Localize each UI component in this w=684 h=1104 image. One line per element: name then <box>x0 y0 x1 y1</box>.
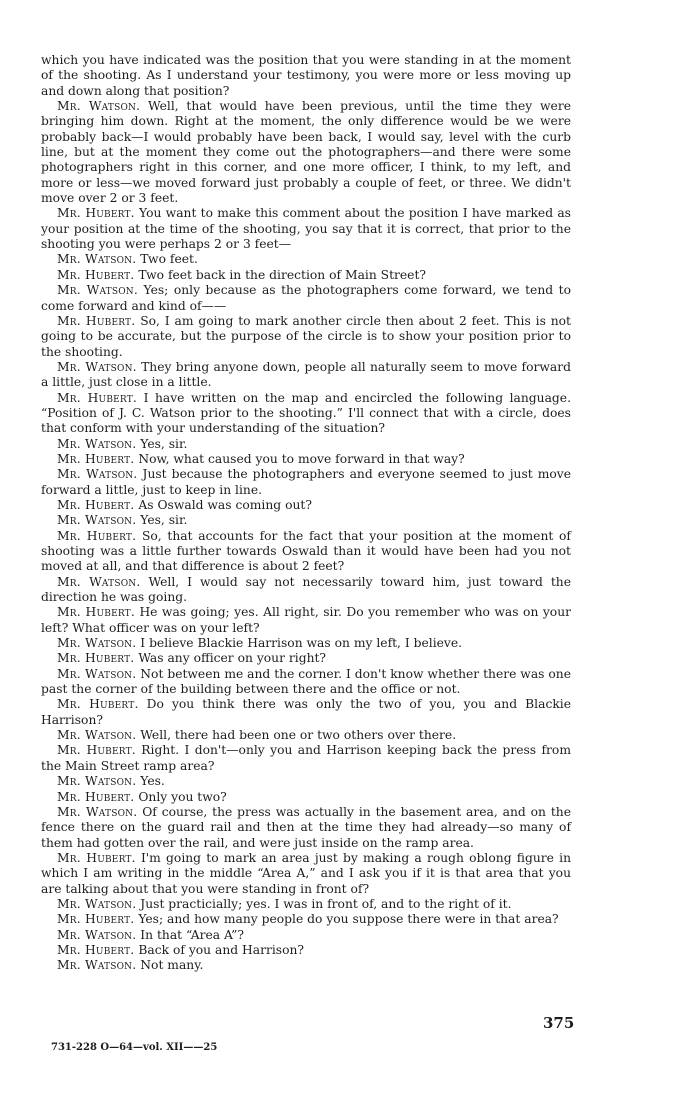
transcript-paragraph <box>41 513 571 528</box>
transcript-paragraph <box>41 360 571 391</box>
paragraph-text: I have written on the map and encircled the following language. “Position of J. C. Watson prior to the shooting.” I'll connect that with a circle, does that conform with your understanding of the situation? <box>41 390 571 436</box>
speaker-label: Mr. Hubert. <box>57 743 136 758</box>
paragraph-text: Right. I don't—only you and Harrison keeping back the press from the Main Street ramp area? <box>41 743 571 773</box>
transcript-paragraph <box>41 437 571 452</box>
paragraph-text: So, that accounts for the fact that your position at the moment of shooting was a little further towards Oswald than it would have been had you not moved at all, and that difference is about 2 feet? <box>41 528 571 574</box>
paragraph-text: Yes; and how many people do you suppose there were in that area? <box>138 912 559 927</box>
transcript-paragraph <box>41 912 571 927</box>
paragraph-text: I believe Blackie Harrison was on my left, I believe. <box>140 636 463 651</box>
paragraph-text: Just practicially; yes. I was in front of, and to the right of it. <box>140 896 512 911</box>
speaker-label: Mr. Watson. <box>57 804 138 819</box>
transcript-paragraph <box>41 283 571 314</box>
transcript-paragraph <box>41 636 571 651</box>
transcript-paragraph <box>41 667 571 698</box>
speaker-label: Mr. Watson. <box>57 666 137 681</box>
transcript-paragraph <box>41 651 571 666</box>
page-number: 375 <box>543 1014 575 1032</box>
transcript-body <box>41 53 571 974</box>
paragraph-text: They bring anyone down, people all naturally seem to move forward a little, just close in a little. <box>41 359 571 390</box>
speaker-label: Mr. Hubert. <box>57 267 135 282</box>
transcript-paragraph <box>41 897 571 912</box>
transcript-paragraph <box>41 851 571 897</box>
speaker-label: Mr. Watson. <box>57 359 137 374</box>
speaker-label: Mr. Hubert. <box>57 313 136 328</box>
transcript-paragraph <box>41 467 571 498</box>
speaker-label: Mr. Hubert. <box>57 497 135 512</box>
transcript-paragraph <box>41 99 571 206</box>
paragraph-text: So, I am going to mark another circle then about 2 feet. This is not going to be accurate, but the purpose of the circle is to show your position prior to the shooting. <box>41 313 571 359</box>
speaker-label: Mr. Hubert. <box>57 850 136 865</box>
transcript-paragraph <box>41 529 571 575</box>
speaker-label: Mr. Watson. <box>57 467 138 482</box>
transcript-paragraph <box>41 605 571 636</box>
transcript-paragraph <box>41 943 571 958</box>
speaker-label: Mr. Watson. <box>57 728 137 743</box>
transcript-paragraph <box>41 53 571 99</box>
paragraph-text: In that “Area A”? <box>140 927 244 942</box>
speaker-label: Mr. Watson. <box>57 252 137 267</box>
transcript-paragraph <box>41 452 571 467</box>
speaker-label: Mr. Watson. <box>57 574 141 589</box>
speaker-label: Mr. Hubert. <box>57 605 135 620</box>
transcript-paragraph <box>41 928 571 943</box>
transcript-paragraph <box>41 498 571 513</box>
paragraph-text: Now, what caused you to move forward in that way? <box>138 451 465 466</box>
transcript-paragraph <box>41 805 571 851</box>
speaker-label: Mr. Watson. <box>57 513 137 528</box>
paragraph-text: Not between me and the corner. I don't know whether there was one past the corner of the building between there and the office or not. <box>41 666 571 697</box>
paragraph-text: Well, there had been one or two others over there. <box>140 728 457 743</box>
paragraph-text: Yes. <box>140 774 165 789</box>
speaker-label: Mr. Hubert. <box>57 206 135 221</box>
speaker-label: Mr. Hubert. <box>57 651 135 666</box>
paragraph-text: Two feet back in the direction of Main Street? <box>138 267 426 282</box>
speaker-label: Mr. Watson. <box>57 436 137 451</box>
speaker-label: Mr. Hubert. <box>57 942 135 957</box>
paragraph-text: Well, that would have been previous, until the time they were bringing him down. Right at the moment, the only difference would be we were probably back—I would probably have been back, I would say, level with the curb line, but at the moment they come out the photographers—and there were some photographers right in this corner, and one more officer, I think, to my left, and more or less—we moved forward just probably a couple of feet, or three. We didn't move over 2 or 3 feet. <box>41 99 571 206</box>
transcript-paragraph <box>41 268 571 283</box>
transcript-paragraph <box>41 790 571 805</box>
paragraph-text: Of course, the press was actually in the basement area, and on the fence there on the guard rail and then at the time they had already—so many of them had gotten over the rail, and were just inside on the ramp area. <box>41 804 571 850</box>
paragraph-text: Yes; only because as the photographers come forward, we tend to come forward and kind of—— <box>41 283 571 313</box>
paragraph-text: Do you think there was only the two of you, you and Blackie Harrison? <box>41 697 571 727</box>
paragraph-text: Two feet. <box>140 252 198 267</box>
transcript-paragraph <box>41 728 571 743</box>
speaker-label: Mr. Watson. <box>57 774 137 789</box>
paragraph-text: Back of you and Harrison? <box>138 942 305 957</box>
speaker-label: Mr. Watson. <box>57 896 137 911</box>
speaker-label: Mr. Hubert. <box>57 912 135 927</box>
paragraph-text: Just because the photographers and everyone seemed to just move forward a little, just to keep in line. <box>41 467 572 497</box>
paragraph-text: He was going; yes. All right, sir. Do you remember who was on your left? What officer was on your left? <box>41 605 571 635</box>
transcript-paragraph <box>41 391 571 437</box>
paragraph-text: As Oswald was coming out? <box>138 497 312 512</box>
paragraph-text: Well, I would say not necessarily toward him, just toward the direction he was going. <box>41 574 572 605</box>
paragraph-text: Not many. <box>140 958 204 973</box>
speaker-label: Mr. Watson. <box>57 283 138 298</box>
transcript-paragraph <box>41 774 571 789</box>
speaker-label: Mr. Watson. <box>57 927 137 942</box>
transcript-paragraph <box>41 314 571 360</box>
transcript-paragraph <box>41 575 571 606</box>
paragraph-text: You want to make this comment about the position I have marked as your position at the time of the shooting, you say that it is correct, that prior to the shooting you were perhaps 2 or 3 feet— <box>41 206 571 252</box>
speaker-label: Mr. Hubert. <box>57 451 135 466</box>
transcript-paragraph <box>41 697 571 728</box>
paragraph-text: I'm going to mark an area just by making a rough oblong figure in which I am writing in the middle “Area A,” and I ask you if it is that area that you are talking about that you were standing in front of? <box>41 850 571 896</box>
transcript-paragraph <box>41 252 571 267</box>
print-code: 731-228 O—64—vol. XII——25 <box>51 1042 218 1053</box>
paragraph-text: Yes, sir. <box>140 513 188 528</box>
speaker-label: Mr. Hubert. <box>57 528 137 543</box>
speaker-label: Mr. Watson. <box>57 636 137 651</box>
paragraph-text: which you have indicated was the position that you were standing in at the moment of the shooting. As I understand your testimony, you were more or less moving up and down along that position? <box>41 53 571 98</box>
transcript-paragraph <box>41 958 571 973</box>
speaker-label: Mr. Watson. <box>57 958 137 973</box>
speaker-label: Mr. Hubert. <box>57 697 139 712</box>
speaker-label: Mr. Hubert. <box>57 789 135 804</box>
transcript-paragraph <box>41 743 571 774</box>
speaker-label: Mr. Watson. <box>57 99 141 114</box>
speaker-label: Mr. Hubert. <box>57 390 138 405</box>
transcript-paragraph <box>41 206 571 252</box>
paragraph-text: Only you two? <box>138 789 227 804</box>
paragraph-text: Yes, sir. <box>140 436 188 451</box>
paragraph-text: Was any officer on your right? <box>138 651 327 666</box>
